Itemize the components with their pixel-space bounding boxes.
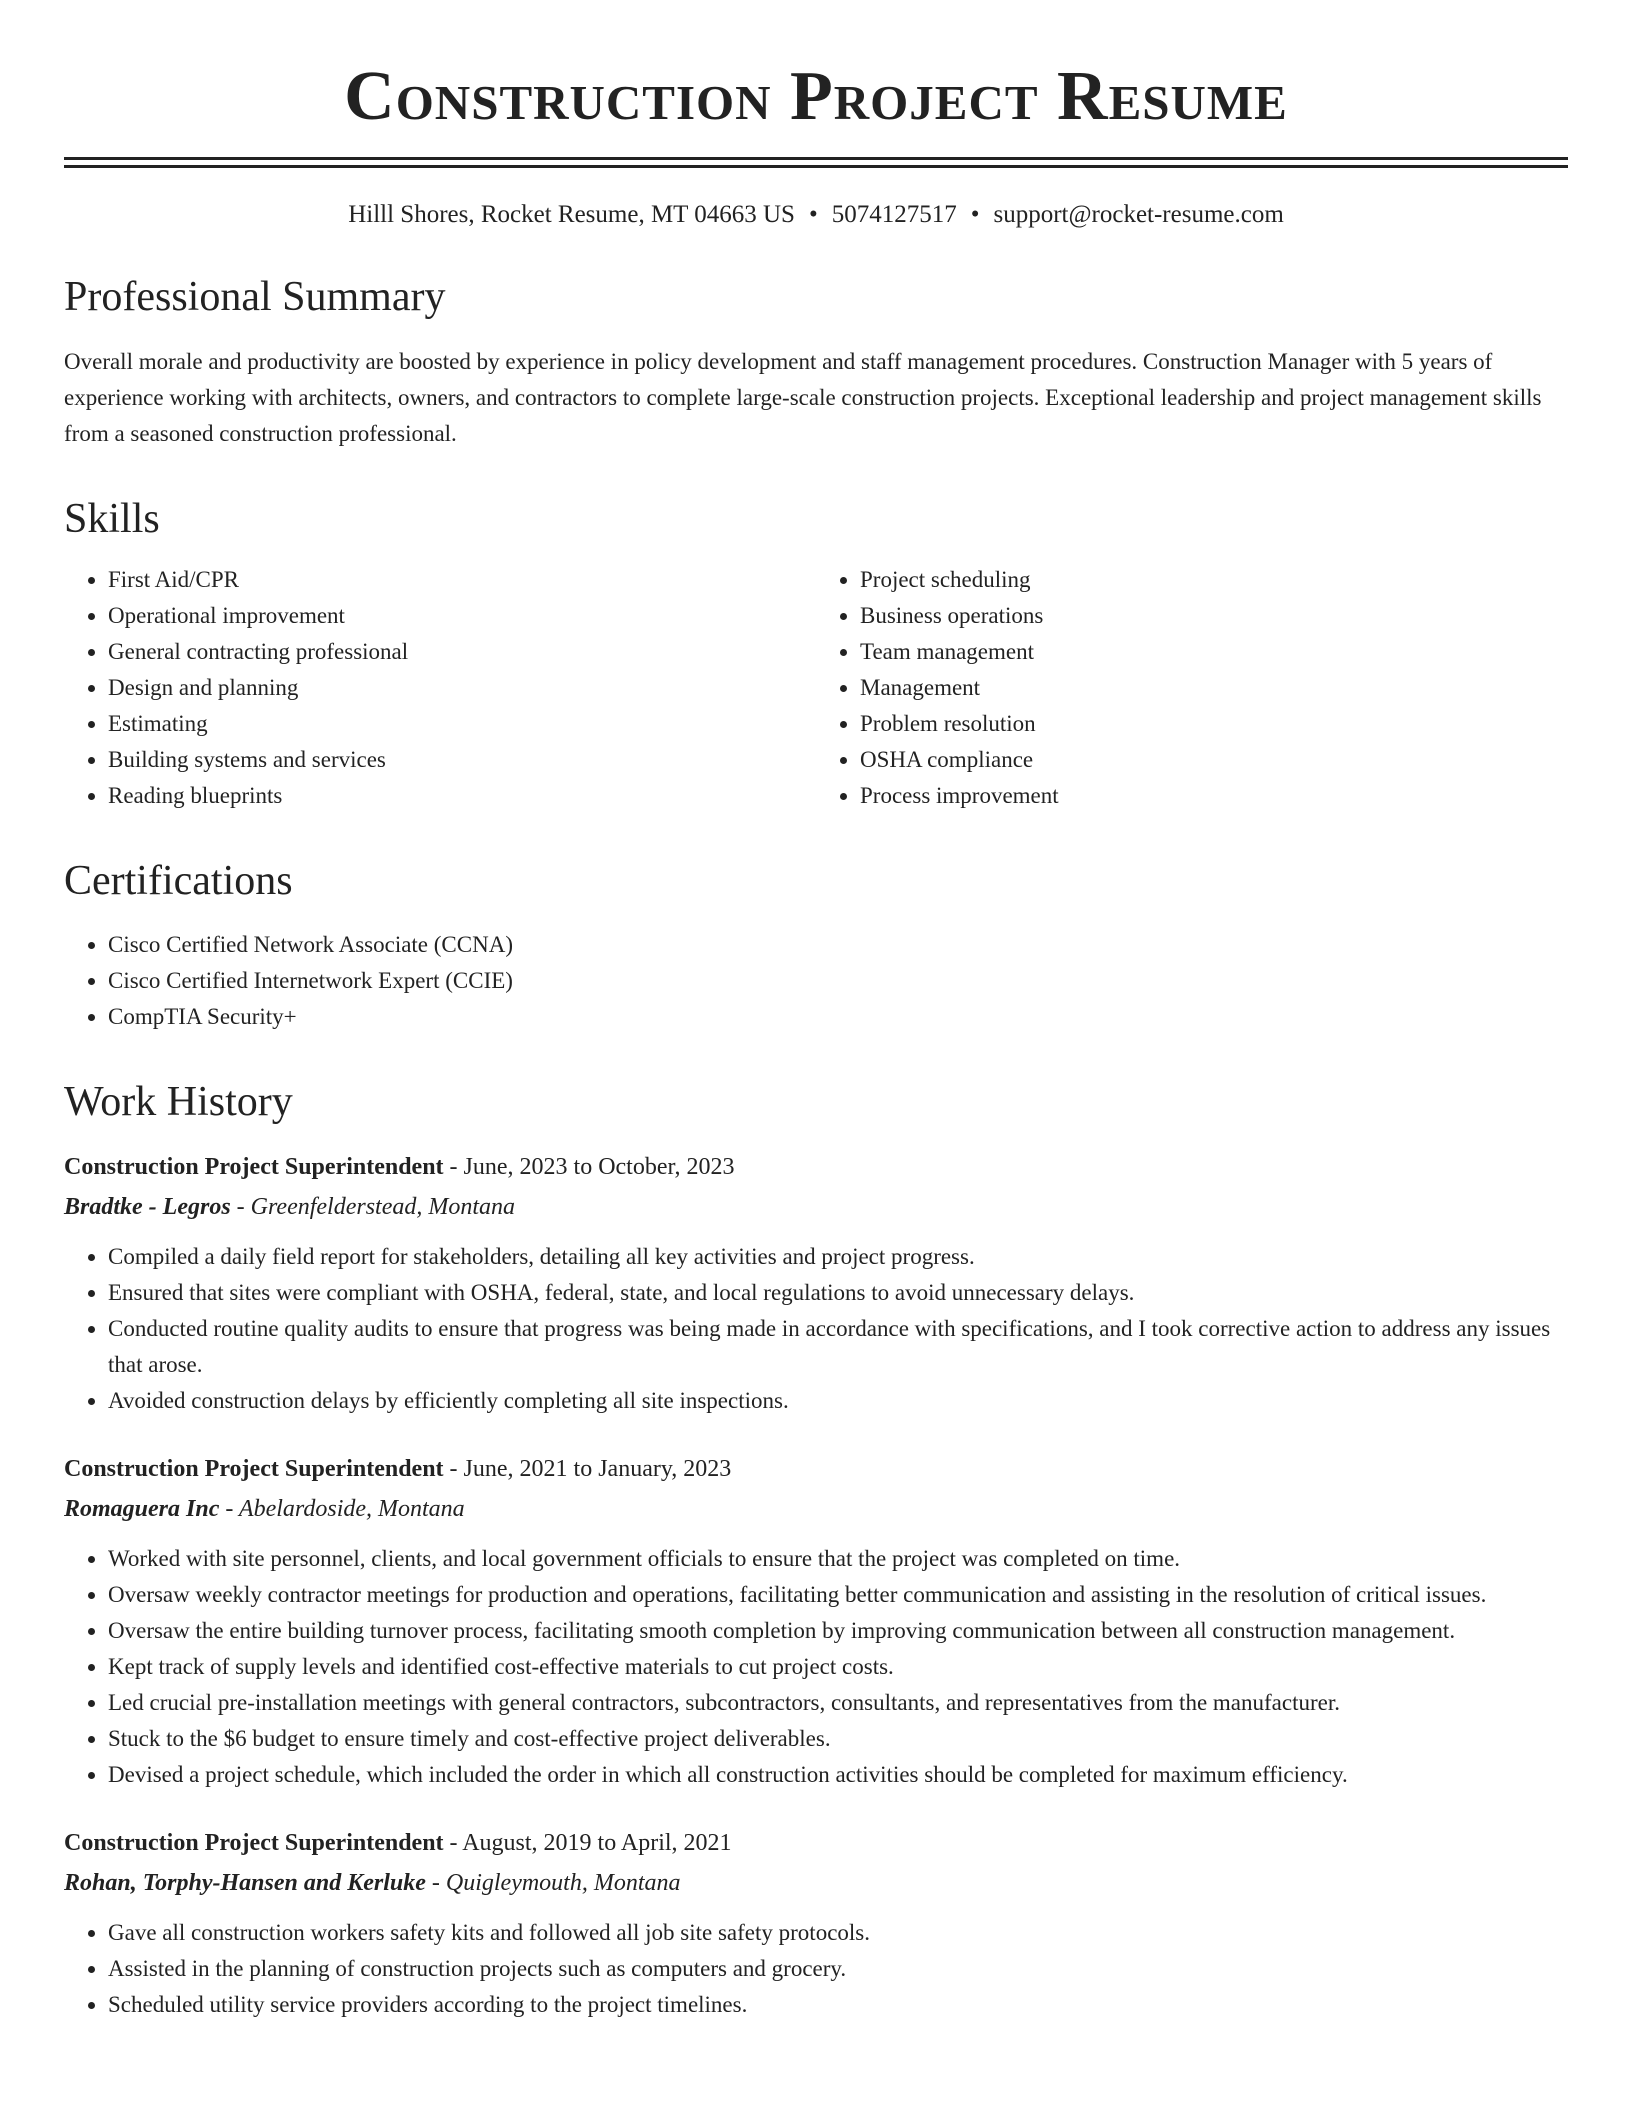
certifications-list — [64, 927, 1568, 1035]
job-bullet: • Ensured that sites were compliant with OSHA, federal, state, and local regulations to avoid unnecessary delays. — [108, 1275, 1568, 1311]
job-bullet: • Gave all construction workers safety kits and followed all job site safety protocols. — [108, 1915, 1568, 1951]
contact-separator: • — [808, 201, 818, 228]
job-dates: - August, 2019 to April, 2021 — [443, 1829, 732, 1856]
job-title: Construction Project Superintendent — [64, 1153, 444, 1180]
skill-item: • Design and planning — [108, 670, 816, 706]
job-company-line — [64, 1863, 1568, 1903]
job-location: - Greenfelderstead, Montana — [230, 1193, 516, 1220]
resume-title: Construction Project Resume — [344, 58, 1288, 135]
skill-item: • Estimating — [108, 706, 816, 742]
job-entry — [64, 1449, 1568, 1793]
job-entry — [64, 1823, 1568, 2023]
certification-item: • Cisco Certified Network Associate (CCNA) — [108, 927, 1568, 963]
job-bullet: • Oversaw the entire building turnover process, facilitating smooth completion by improving communication between all construction management. — [108, 1613, 1568, 1649]
skill-item: • Operational improvement — [108, 598, 816, 634]
job-title-line — [64, 1823, 1568, 1863]
job-company-line — [64, 1489, 1568, 1529]
job-bullets — [64, 1915, 1568, 2023]
work-history-list — [64, 1147, 1568, 2023]
contact-email[interactable]: support@rocket-resume.com — [993, 201, 1284, 228]
skill-item: • Problem resolution — [860, 706, 1568, 742]
contact-address: Hilll Shores, Rocket Resume, MT 04663 US — [348, 201, 795, 228]
work-history-heading: Work History — [64, 1078, 293, 1125]
job-bullets — [64, 1541, 1568, 1793]
certification-item: • CompTIA Security+ — [108, 999, 1568, 1035]
job-bullets — [64, 1239, 1568, 1419]
skills-heading: Skills — [64, 496, 160, 543]
job-title: Construction Project Superintendent — [64, 1455, 444, 1482]
skill-item: • Reading blueprints — [108, 778, 816, 814]
skill-item: • Process improvement — [860, 778, 1568, 814]
job-bullet: • Assisted in the planning of construction projects such as computers and grocery. — [108, 1951, 1568, 1987]
title-divider — [64, 157, 1568, 168]
job-location: - Quigleymouth, Montana — [425, 1869, 681, 1896]
job-bullet: • Compiled a daily field report for stakeholders, detailing all key activities and project progress. — [108, 1239, 1568, 1275]
job-bullet: • Worked with site personnel, clients, and local government officials to ensure that the project was completed on time. — [108, 1541, 1568, 1577]
skill-item: • Management — [860, 670, 1568, 706]
skills-list — [64, 562, 1568, 814]
skill-item: • Building systems and services — [108, 742, 816, 778]
job-title-line — [64, 1449, 1568, 1489]
job-company: Rohan, Torphy-Hansen and Kerluke — [64, 1869, 426, 1896]
job-bullet: • Kept track of supply levels and identified cost-effective materials to cut project costs. — [108, 1649, 1568, 1685]
skills-column-right — [816, 562, 1568, 814]
job-title: Construction Project Superintendent — [64, 1829, 444, 1856]
job-title-line — [64, 1147, 1568, 1187]
job-dates: - June, 2023 to October, 2023 — [443, 1153, 735, 1180]
contact-separator: • — [970, 201, 980, 228]
job-entry — [64, 1147, 1568, 1419]
summary-heading: Professional Summary — [64, 274, 446, 320]
job-company-line — [64, 1187, 1568, 1227]
contact-phone: 5074127517 — [831, 201, 957, 228]
job-dates: - June, 2021 to January, 2023 — [443, 1455, 732, 1482]
job-location: - Abelardoside, Montana — [219, 1495, 465, 1522]
job-bullet: • Conducted routine quality audits to ensure that progress was being made in accordance with specifications, and I took corrective action to address any issues that arose. — [108, 1311, 1568, 1383]
job-bullet: • Stuck to the $6 budget to ensure timely and cost-effective project deliverables. — [108, 1721, 1568, 1757]
job-bullet: • Oversaw weekly contractor meetings for production and operations, facilitating better communication and assisting in the resolution of critical issues. — [108, 1577, 1568, 1613]
summary-text: Overall morale and productivity are boosted by experience in policy development and staff management procedures. Construction Manager with 5 years of experience working with architects, owners, and contractors to complete large-scale construction projects. Exceptional leadership and project management skills from a seasoned construction professional. — [64, 349, 1542, 447]
job-company: Romaguera Inc — [64, 1495, 220, 1522]
skill-item: • Team management — [860, 634, 1568, 670]
job-bullet: • Led crucial pre-installation meetings with general contractors, subcontractors, consultants, and representatives from the manufacturer. — [108, 1685, 1568, 1721]
job-bullet: • Devised a project schedule, which included the order in which all construction activities should be completed for maximum efficiency. — [108, 1757, 1568, 1793]
skill-item: • Project scheduling — [860, 562, 1568, 598]
contact-line — [64, 200, 1568, 230]
job-bullet: • Avoided construction delays by efficiently completing all site inspections. — [108, 1383, 1568, 1419]
certifications-heading: Certifications — [64, 858, 293, 905]
job-company: Bradtke - Legros — [64, 1193, 231, 1220]
skill-item: • General contracting professional — [108, 634, 816, 670]
skills-column-left — [64, 562, 816, 814]
skill-item: • First Aid/CPR — [108, 562, 816, 598]
job-bullet: • Scheduled utility service providers according to the project timelines. — [108, 1987, 1568, 2023]
skill-item: • Business operations — [860, 598, 1568, 634]
certification-item: • Cisco Certified Internetwork Expert (CCIE) — [108, 963, 1568, 999]
skill-item: • OSHA compliance — [860, 742, 1568, 778]
